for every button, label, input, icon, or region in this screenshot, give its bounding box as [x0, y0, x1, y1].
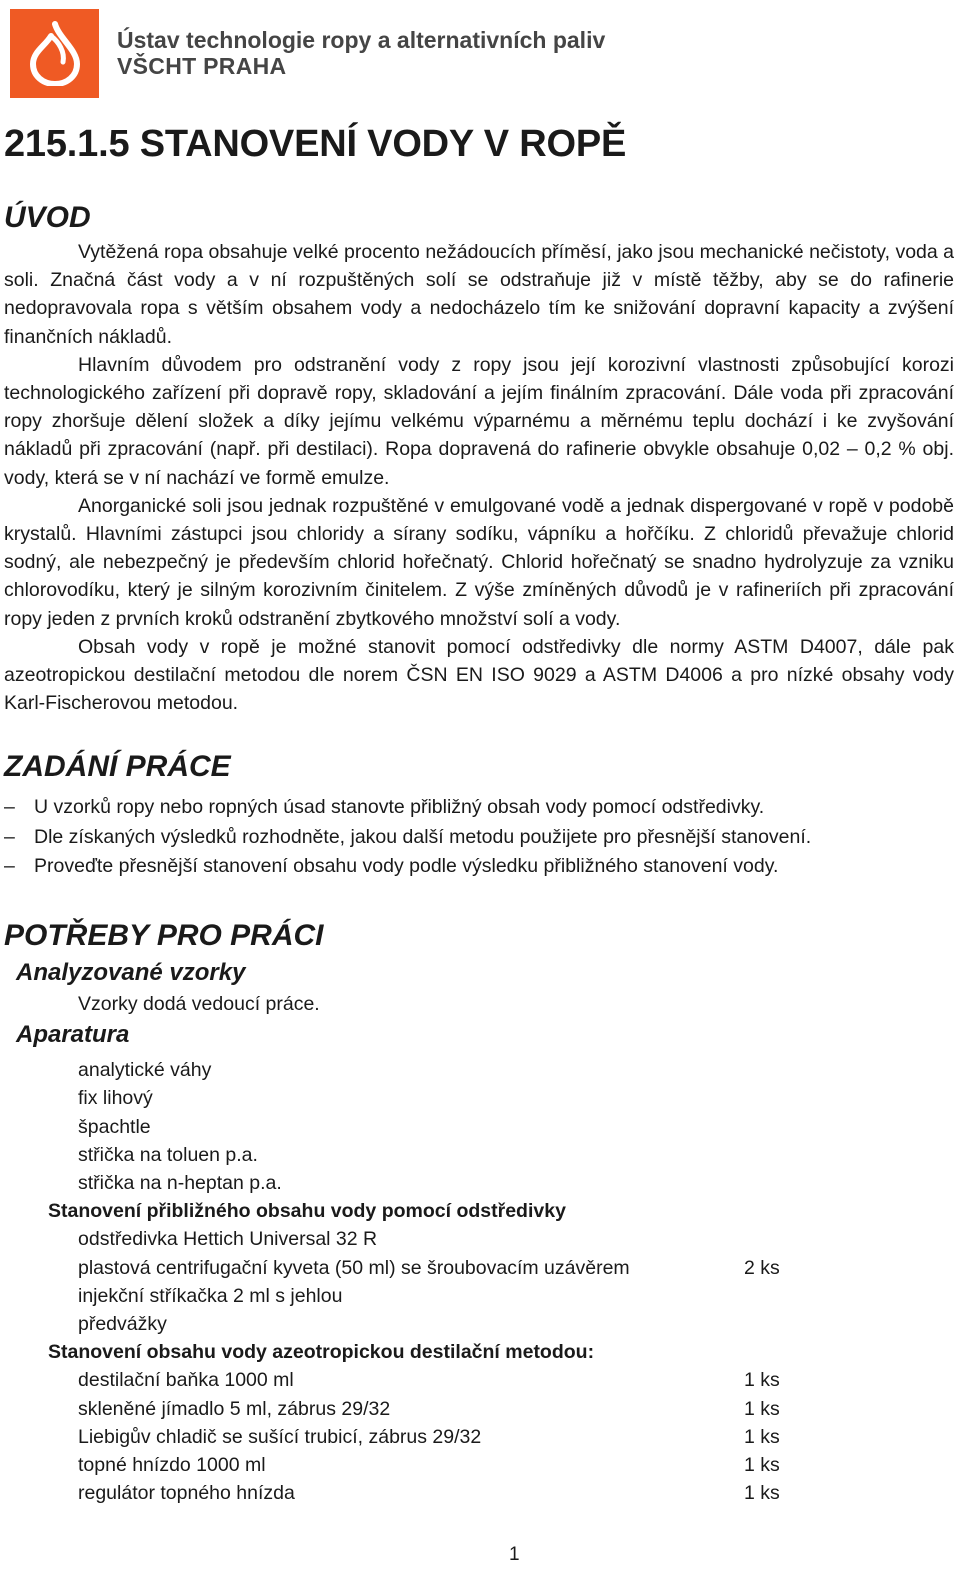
item-name: regulátor topného hnízda [78, 1482, 295, 1505]
item-name: Liebigův chladič se sušící trubicí, zábrus 29/32 [78, 1425, 482, 1448]
list-item [4, 823, 954, 853]
aparatura-heading: Aparatura [16, 1021, 130, 1049]
item-qty: 1 ks [744, 1482, 780, 1505]
item-qty: 1 ks [744, 1397, 780, 1420]
task-text: U vzorků ropy nebo ropných úsad stanovte přibližný obsah vody pomocí odstředivky. [34, 796, 765, 819]
list-item [78, 1395, 878, 1423]
item-name: topné hnízdo 1000 ml [78, 1454, 266, 1476]
dash-bullet: – [4, 855, 15, 878]
list-item [78, 1366, 878, 1394]
task-list [4, 793, 954, 882]
section-potreby [4, 916, 954, 1507]
list-item: fix lihový [78, 1087, 153, 1110]
institute-line1: Ústav technologie ropy a alternativních paliv [117, 27, 606, 53]
section-zadani [4, 747, 954, 882]
list-item [78, 1254, 878, 1282]
task-text: Dle získaných výsledků rozhodněte, jakou další metodu použijete pro přesnější stanovení. [34, 825, 812, 848]
task-text: Proveďte přesnější stanovení obsahu vody podle výsledku přibližného stanovení vody. [34, 855, 779, 878]
uvod-paragraph-3: Anorganické soli jsou jednak rozpuštěné v emulgované vodě a jednak dispergované v ropě v podobě krystalů. Hlavními zástupci jsou chloridy a sírany sodíku, vápníku a hořčíku. Z chloridů převažuje chlorid sodný, ale nebezpečný je především chlorid hořečnatý. Chlorid hořečnatý se snadno hydrolyzuje za vzniku chlorovodíku, který je silným korozivním činitelem. Z výše zmíněných důvodů je v rafineriích při zpracování ropy jeden z prvních kroků odstranění zbytkového množství solí a vody. [4, 494, 954, 630]
item-qty: 1 ks [744, 1425, 780, 1448]
item-name: plastová centrifugační kyveta (50 ml) se šroubovacím uzávěrem [78, 1256, 630, 1279]
item-qty: 1 ks [744, 1454, 780, 1476]
list-item [4, 793, 954, 823]
section-uvod [4, 198, 954, 717]
institute-name [117, 27, 605, 79]
item-qty: 2 ks [744, 1256, 780, 1279]
odstredivka-subheading: Stanovení přibližného obsahu vody pomocí odstředivky [48, 1200, 566, 1223]
vzorky-text: Vzorky dodá vedoucí práce. [78, 992, 320, 1015]
document-title: 215.1.5 STANOVENÍ VODY V ROPĚ [4, 123, 627, 165]
page-header [10, 8, 605, 98]
item-name: injekční stříkačka 2 ml s jehlou [78, 1284, 343, 1307]
item-name: odstředivka Hettich Universal 32 R [78, 1228, 378, 1251]
list-item [78, 1479, 878, 1507]
list-item [78, 1310, 878, 1338]
page-number: 1 [509, 1544, 520, 1565]
list-item: špachtle [78, 1115, 151, 1138]
item-name: destilační baňka 1000 ml [78, 1369, 294, 1392]
potreby-heading: POTŘEBY PRO PRÁCI [4, 918, 324, 952]
institute-line2: VŠCHT PRAHA [117, 53, 287, 79]
document-body [4, 118, 954, 1507]
list-item: analytické váhy [78, 1059, 212, 1082]
uvod-paragraph-1: Vytěžená ropa obsahuje velké procento nežádoucích příměsí, jako jsou mechanické nečistoty, voda a soli. Značná část vody a v ní rozpuštěných solí se odstraňuje již v místě těžby, aby se do rafinerie nedopravovala ropa s větším obsahem vody a nedocházelo tím ke snižování dopravní kapacity a zvýšení finančních nákladů. [4, 241, 954, 348]
list-item [78, 1282, 878, 1310]
uvod-paragraph-2: Hlavním důvodem pro odstranění vody z ropy jsou její korozivní vlastnosti způsobující korozi technologického zařízení při dopravě ropy, skladování a jejím finálním zpracování. Dále voda při zpracování ropy zhoršuje dělení složek a díky jejímu velkému výparnému a měrnému teplu dochází i ke zvyšování nákladů při zpracování (např. při destilaci). Ropa dopravená do rafinerie obvykle obsahuje 0,02 – 0,2 % obj. vody, která se v ní nachází ve formě emulze. [4, 353, 954, 489]
zadani-heading: ZADÁNÍ PRÁCE [4, 750, 231, 784]
item-name: skleněné jímadlo 5 ml, zábrus 29/32 [78, 1397, 391, 1420]
drop-logo-icon [25, 20, 85, 86]
destilace-subheading: Stanovení obsahu vody azeotropickou destilační metodou: [48, 1341, 595, 1364]
list-item: střička na n-heptan p.a. [78, 1171, 282, 1194]
list-item [78, 1423, 878, 1451]
list-item: střička na toluen p.a. [78, 1143, 258, 1166]
uvod-paragraph-4: Obsah vody v ropě je možné stanovit pomocí odstředivky dle normy ASTM D4007, dále pak azeotropickou destilační metodou dle norem ČSN EN ISO 9029 a ASTM D4006 a pro nízké obsahy vody Karl-Fischerovou metodou. [4, 635, 954, 715]
uvod-heading: ÚVOD [4, 201, 91, 234]
dash-bullet: – [4, 796, 15, 819]
list-item [78, 1451, 878, 1479]
item-qty: 1 ks [744, 1369, 780, 1392]
list-item [4, 852, 954, 882]
list-item [78, 1225, 878, 1253]
vzorky-heading: Analyzované vzorky [16, 958, 246, 986]
item-name: předvážky [78, 1312, 167, 1335]
dash-bullet: – [4, 825, 15, 848]
vscht-logo [10, 9, 99, 98]
